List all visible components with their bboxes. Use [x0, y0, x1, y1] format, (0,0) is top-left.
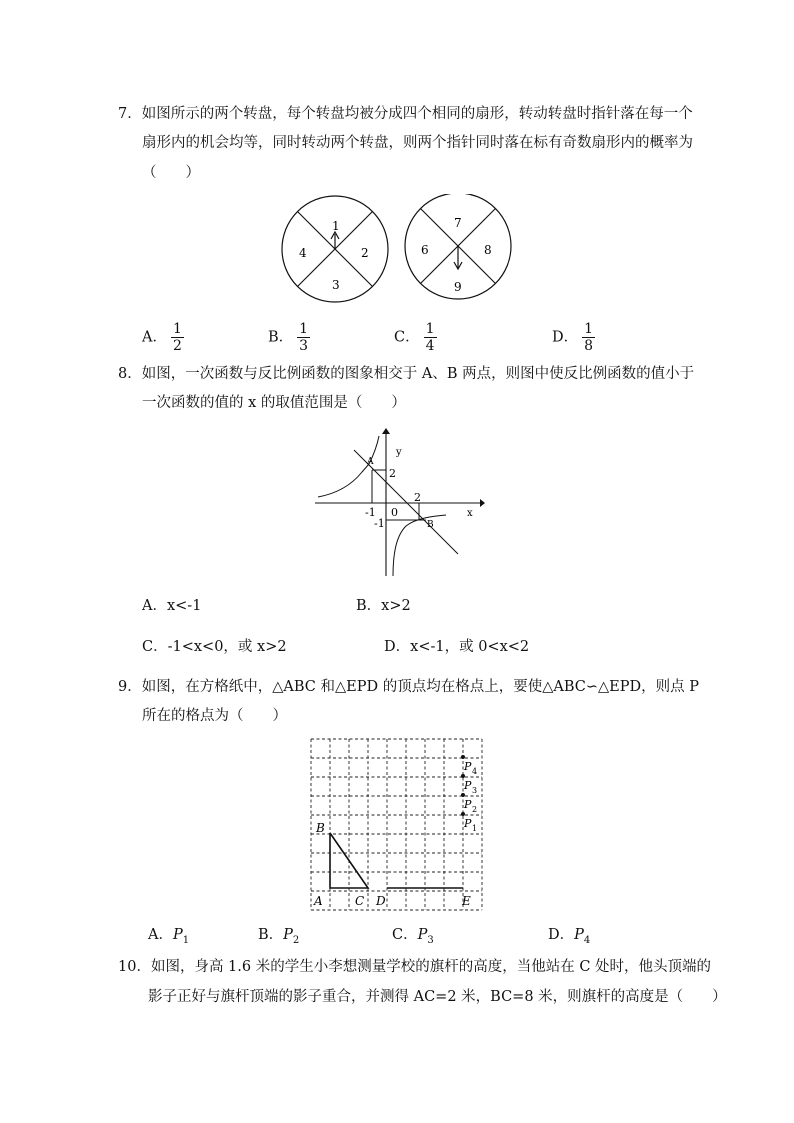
- q9-option-c[interactable]: [392, 925, 434, 951]
- q9-line1: [118, 677, 699, 697]
- q8-option-b-text: x>2: [381, 598, 411, 614]
- graph-tick-y-neg: -1: [374, 517, 385, 530]
- graph-tick-x-neg: -1: [365, 506, 376, 519]
- grid-label-e: E: [462, 894, 471, 908]
- q7-option-b-fraction: [297, 322, 310, 353]
- q7-option-a-fraction: [171, 322, 184, 353]
- point-p1: [461, 812, 465, 816]
- q9-option-a-sub: 1: [182, 934, 190, 946]
- q9-option-d[interactable]: [548, 925, 590, 951]
- q8-option-c-letter: C．: [142, 639, 168, 655]
- spinner1-left: 4: [299, 246, 307, 260]
- graph-origin-label: 0: [391, 506, 398, 519]
- grid-label-p4-sub: 4: [472, 767, 478, 776]
- q9-text-line2: 所在的格点为（ ）: [142, 708, 287, 724]
- q7-option-d[interactable]: [552, 322, 595, 353]
- q8-number: 8．: [118, 366, 142, 382]
- point-p3: [461, 774, 465, 778]
- q9-option-b[interactable]: [258, 925, 299, 951]
- grid-label-p1: P: [464, 817, 472, 830]
- q7-option-a[interactable]: [142, 322, 184, 353]
- q9-option-d-letter: D．: [548, 927, 575, 943]
- point-p2: [461, 793, 465, 797]
- spinner2-bottom: 9: [454, 280, 462, 294]
- q7-line1: [118, 104, 693, 124]
- q7-bracket: （ ）: [142, 165, 200, 181]
- graph-tick-y-pos: 2: [389, 467, 396, 480]
- q8-option-d-text: x<-1，或 0<x<2: [410, 639, 530, 655]
- spinner-1: [282, 196, 388, 302]
- q9-grid-figure: [310, 738, 485, 912]
- q9-option-c-sub: 3: [427, 934, 434, 946]
- q8-function-graph: [312, 424, 487, 579]
- q8-line1: [118, 364, 694, 384]
- q7-option-c-denominator: 4: [425, 338, 435, 354]
- q8-option-a[interactable]: [142, 596, 201, 616]
- q9-option-a[interactable]: [148, 925, 189, 951]
- q9-text-line1: 如图，在方格纸中，△ABC 和△EPD 的顶点均在格点上，要使△ABC∽△EPD，则点 P: [141, 679, 699, 695]
- spinner1-top: 1: [332, 219, 340, 233]
- q7-option-d-denominator: 8: [584, 338, 594, 354]
- q7-option-c-numerator: 1: [425, 321, 435, 337]
- grid-label-c: C: [355, 894, 365, 908]
- grid-label-p4: P: [464, 760, 472, 773]
- q8-option-b[interactable]: [356, 596, 411, 616]
- q9-option-d-text: P: [574, 927, 584, 943]
- q8-option-c[interactable]: [142, 637, 287, 657]
- q7-option-c-letter: C．: [394, 329, 420, 346]
- q8-option-b-letter: B．: [356, 598, 382, 614]
- q8-option-c-text: -1<x<0，或 x>2: [167, 639, 287, 655]
- q9-option-b-letter: B．: [258, 927, 284, 943]
- grid-label-p3-sub: 3: [472, 786, 478, 795]
- grid-label-p2-sub: 2: [472, 805, 478, 814]
- spinner2-right: 8: [484, 243, 492, 257]
- q7-spinners-figure: [278, 194, 518, 309]
- q7-option-d-fraction: [582, 322, 595, 353]
- q7-text-line2: 扇形内的机会均等，同时转动两个转盘，则两个指针同时落在标有奇数扇形内的概率为: [142, 135, 693, 151]
- hyperbola-branch-right: [393, 515, 446, 576]
- grid-label-p3: P: [464, 779, 472, 792]
- q9-option-c-text: P: [417, 927, 428, 943]
- graph-point-a: A: [367, 457, 374, 467]
- q9-option-a-text: P: [172, 927, 183, 943]
- spinner-2: [405, 194, 511, 299]
- q10-number: 10．: [118, 959, 151, 975]
- q7-option-d-letter: D．: [552, 329, 579, 346]
- q8-option-d[interactable]: [384, 637, 529, 657]
- q8-option-a-text: x<-1: [166, 598, 202, 614]
- grid-label-a: A: [314, 894, 323, 908]
- q8-text-line1: 如图，一次函数与反比例函数的图象相交于 A、B 两点，则图中使反比例函数的值小于: [141, 366, 695, 382]
- q7-option-a-letter: A．: [142, 329, 167, 346]
- q7-option-c[interactable]: [394, 322, 437, 353]
- grid-label-b: B: [316, 821, 325, 835]
- grid-label-p1-sub: 1: [472, 824, 478, 833]
- q7-option-b-denominator: 3: [299, 338, 309, 354]
- q7-option-b-numerator: 1: [299, 321, 309, 337]
- q7-text-line1: 如图所示的两个转盘，每个转盘均被分成四个相同的扇形，转动转盘时指针落在每一个: [141, 106, 693, 122]
- q7-number: 7．: [118, 106, 142, 122]
- q10-text-line2: 影子正好与旗杆顶端的影子重合，并测得 AC=2 米，BC=8 米，则旗杆的高度是（ ）: [148, 989, 727, 1005]
- q8-option-d-letter: D．: [384, 639, 411, 655]
- q9-number: 9．: [118, 679, 142, 695]
- graph-y-label: y: [396, 447, 402, 458]
- spinner2-left: 6: [421, 243, 429, 257]
- q7-option-d-numerator: 1: [584, 321, 594, 337]
- grid-label-d: D: [376, 894, 386, 908]
- point-p4: [461, 755, 465, 759]
- q9-option-d-sub: 4: [583, 934, 591, 946]
- q8-text-line2: 一次函数的值的 x 的取值范围是（ ）: [142, 395, 406, 411]
- q9-option-b-sub: 2: [292, 934, 300, 946]
- spinner1-right: 2: [361, 246, 369, 260]
- q7-option-b[interactable]: [268, 322, 310, 353]
- q7-option-a-numerator: 1: [172, 321, 182, 337]
- grid-lines: [311, 739, 482, 910]
- triangle-abc: [330, 833, 368, 888]
- q8-option-a-letter: A．: [142, 598, 167, 614]
- grid-label-p2: P: [464, 798, 472, 811]
- graph-point-b: B: [427, 520, 434, 530]
- q9-option-a-letter: A．: [148, 927, 173, 943]
- q7-option-a-denominator: 2: [172, 338, 182, 354]
- spinner1-bottom: 3: [332, 278, 340, 292]
- graph-x-label: x: [467, 508, 473, 519]
- spinner2-top: 7: [454, 216, 462, 230]
- q10-text-line1: 如图，身高 1.6 米的学生小李想测量学校的旗杆的高度，当他站在 C 处时，他头顶端的: [150, 959, 712, 975]
- graph-tick-x-pos: 2: [414, 491, 421, 504]
- q9-option-c-letter: C．: [392, 927, 418, 943]
- q7-option-c-fraction: [424, 322, 437, 353]
- q10-line1: [118, 957, 711, 977]
- q7-option-b-letter: B．: [268, 329, 294, 346]
- q9-option-b-text: P: [283, 927, 293, 943]
